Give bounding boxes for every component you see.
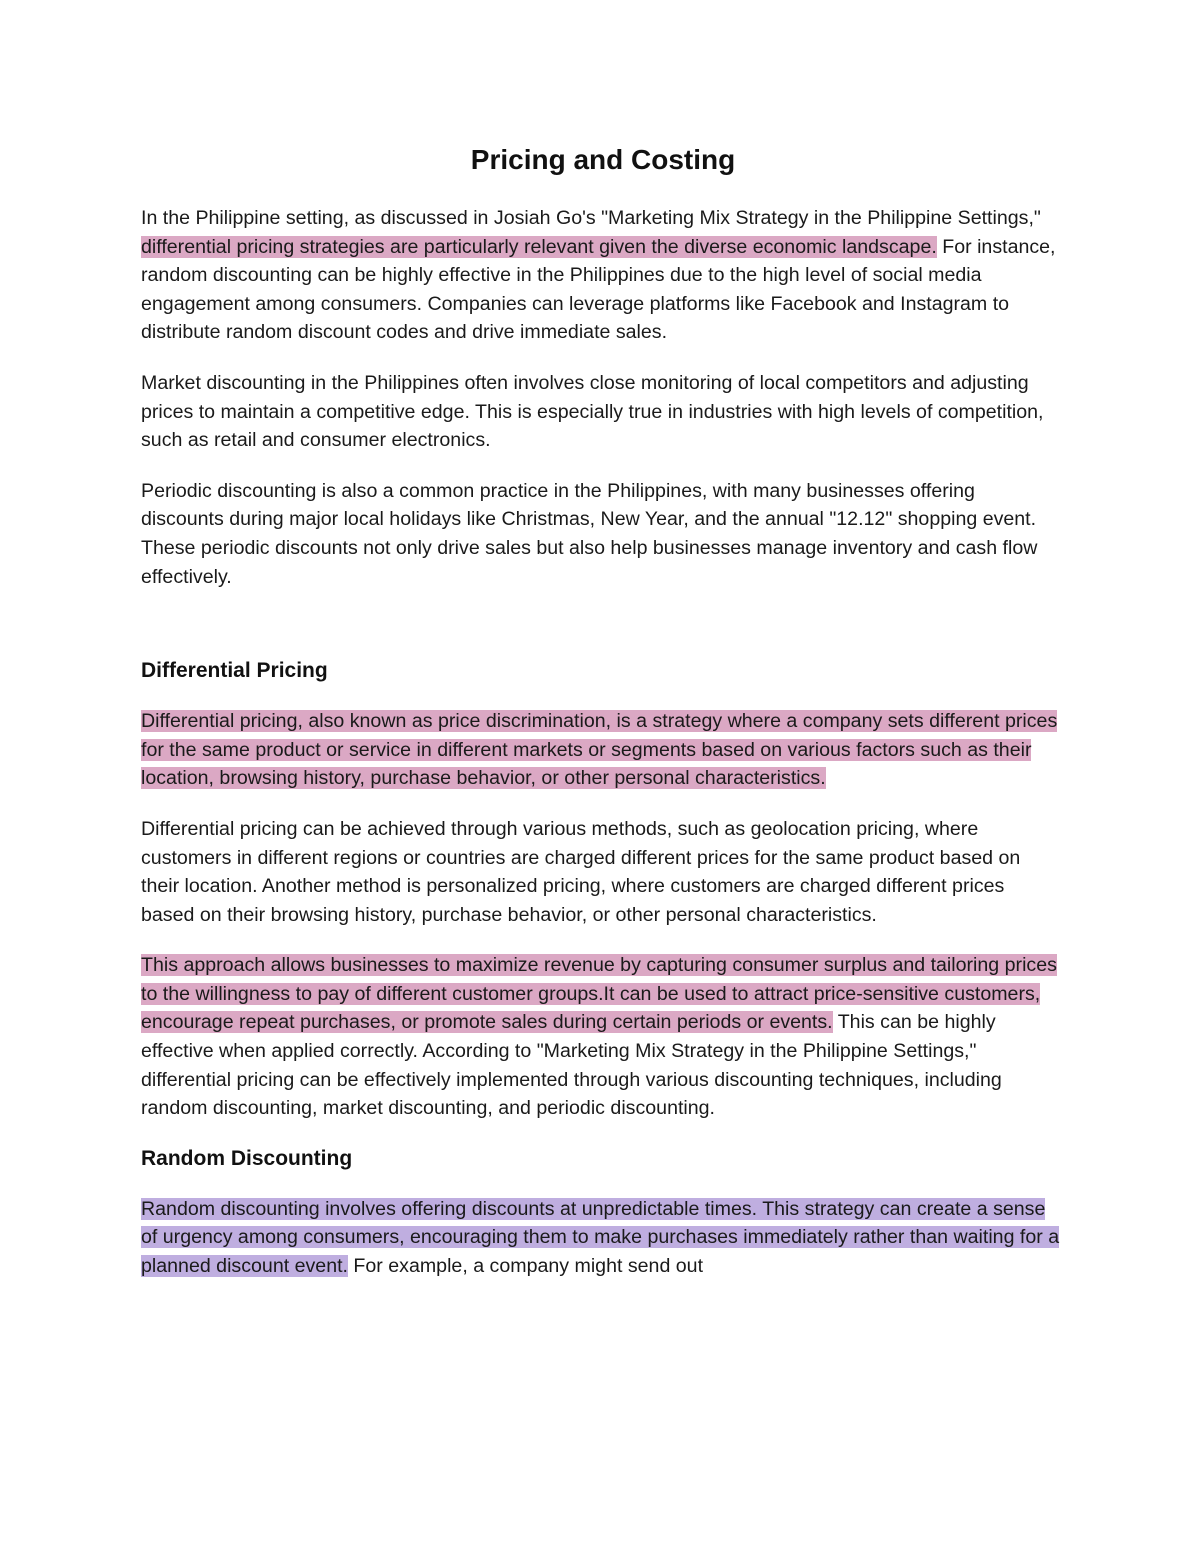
- intro-p1-text-start: In the Philippine setting, as discussed in Josiah Go's "Marketing Mix Strategy in the Philippine Settings,": [141, 207, 1041, 229]
- intro-paragraph-2: Market discounting in the Philippines often involves close monitoring of local competitors and adjusting prices to maintain a competitive edge. This is especially true in industries with high levels of competition, such as retail and consumer electronics.: [141, 371, 1044, 452]
- differential-paragraph-1: [141, 707, 1063, 793]
- intro-p1-text-end: For instance, random discounting can be highly effective in the Philippines due to the high level of social media engagement among consumers. Companies can leverage platforms like Facebook and Instagram to distribute random discount codes and drive immediate sales.: [141, 235, 1056, 344]
- page-title: Pricing and Costing: [470, 144, 736, 175]
- random-paragraph-1: [141, 1195, 1063, 1281]
- differential-p3-text: This can be highly effective when applied correctly. According to "Marketing Mix Strategy in the Philippine Settings," differential pricing can be effectively implemented through various discounting techniques, including random discounting, market discounting, and periodic discounting.: [141, 1011, 1002, 1120]
- intro-paragraph-1: [141, 204, 1063, 347]
- random-p1-text: For example, a company might send out: [347, 1255, 704, 1278]
- differential-p3-highlight: This approach allows businesses to maximize revenue by capturing consumer surplus and tailoring prices to the willingness to pay of different customer groups.It can be used to attract price-sensitive customers, encourage repeat purchases, or promote sales during certain periods or events.: [141, 954, 1057, 1034]
- section-heading-differential-pricing: Differential Pricing: [141, 659, 328, 683]
- differential-p1-highlight: Differential pricing, also known as price discrimination, is a strategy where a company sets different prices for the same product or service in different markets or segments based on various factors such as their location, browsing history, purchase behavior, or other personal characteristics.: [141, 710, 1058, 790]
- differential-paragraph-3: [141, 951, 1063, 1123]
- intro-paragraph-3: Periodic discounting is also a common practice in the Philippines, with many businesses offering discounts during major local holidays like Christmas, New Year, and the annual "12.12" shopping event. These periodic discounts not only drive sales but also help businesses manage inventory and cash flow effectively.: [141, 479, 1038, 588]
- differential-paragraph-2: Differential pricing can be achieved through various methods, such as geolocation pricing, where customers in different regions or countries are charged different prices for the same product based on their location. Another method is personalized pricing, where customers are charged different prices based on their browsing history, purchase behavior, or other personal characteristics.: [141, 817, 1021, 926]
- document-body: [141, 138, 1063, 1281]
- section-heading-random-discounting: Random Discounting: [141, 1146, 353, 1170]
- intro-p1-highlight: differential pricing strategies are particularly relevant given the diverse economic landscape.: [141, 235, 937, 258]
- random-p1-highlight: Random discounting involves offering discounts at unpredictable times. This strategy can create a sense of urgency among consumers, encouraging them to make purchases immediately rather than waiting for a planned discount event.: [141, 1197, 1060, 1278]
